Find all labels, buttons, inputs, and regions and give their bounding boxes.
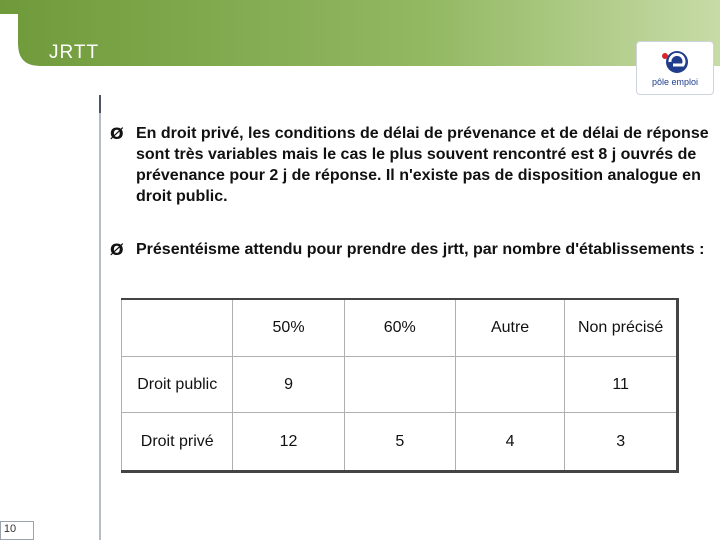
- table-header-non-precise: Non précisé: [565, 299, 678, 357]
- table-header-row: [122, 299, 678, 357]
- cell-prive-60: 5: [344, 413, 455, 472]
- cell-prive-autre: 4: [455, 413, 564, 472]
- cell-public-50: 9: [233, 357, 344, 413]
- slide-title: JRTT: [49, 42, 100, 63]
- logo-text: pôle emploi: [651, 77, 699, 87]
- header-band: [0, 0, 720, 66]
- bullet-arrow-icon: Ø: [110, 240, 124, 259]
- table-row: [122, 357, 678, 413]
- table-header-50: 50%: [233, 299, 344, 357]
- cell-prive-non-precise: 3: [565, 413, 678, 472]
- table-header-empty: [122, 299, 233, 357]
- presenteisme-table: [121, 298, 679, 473]
- cell-public-60: [344, 357, 455, 413]
- cell-public-non-precise: 11: [565, 357, 678, 413]
- cell-public-autre: [455, 357, 564, 413]
- vertical-rule: [99, 95, 101, 540]
- table-header-60: 60%: [344, 299, 455, 357]
- table-row: [122, 413, 678, 472]
- vertical-rule-accent: [99, 95, 101, 113]
- bullet-text-delais: En droit privé, les conditions de délai de prévenance et de délai de réponse sont très variables mais le cas le plus souvent rencontré est 8 j ouvrés de prévenance pour 2 j de réponse. Il n'existe pas de disposition analogue en droit public.: [136, 125, 709, 205]
- bullet-arrow-icon: Ø: [110, 124, 124, 143]
- page-number: 10: [3, 523, 17, 535]
- cell-prive-50: 12: [233, 413, 344, 472]
- row-label-droit-prive: Droit privé: [122, 413, 233, 472]
- header-background: [0, 0, 720, 66]
- bullet-text-presenteisme: Présentéisme attendu pour prendre des jrtt, par nombre d'établissements :: [136, 241, 705, 258]
- row-label-droit-public: Droit public: [122, 357, 233, 413]
- table-header-autre: Autre: [455, 299, 564, 357]
